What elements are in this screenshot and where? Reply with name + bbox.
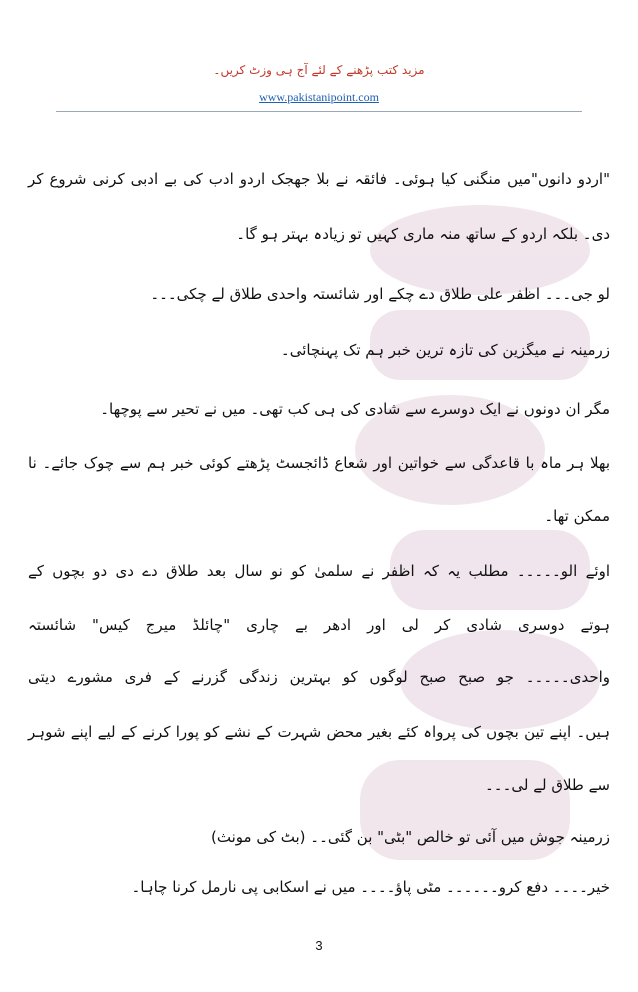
text-line-2: دی۔ بلکہ اردو کے ساتھ منہ ماری کہیں تو زیادہ بہتر ہو گا۔ — [236, 225, 610, 243]
header-promo-text: مزید کتب پڑھنے کے لئے آج ہی وزٹ کریں۔ — [213, 63, 425, 77]
site-url-text[interactable]: www.pakistanipoint.com — [259, 90, 379, 104]
text-line-5: مگر ان دونوں نے ایک دوسرے سے شادی کی ہی کب تھی۔ میں نے تحیر سے پوچھا۔ — [100, 400, 610, 418]
text-line-6: بھلا ہر ماہ با قاعدگی سے خواتین اور شعاع ڈائجسٹ پڑھتے کوئی خبر ہم سے چوک جائے۔ نا — [28, 454, 610, 472]
header-divider — [56, 111, 582, 112]
text-line-7: ممکن تھا۔ — [544, 507, 610, 525]
text-line-4: زرمینہ نے میگزین کی تازہ ترین خبر ہم تک پہنچائی۔ — [280, 341, 610, 359]
text-line-14: خیر۔۔۔۔ دفع کرو۔۔۔۔۔۔ مٹی پاؤ۔۔۔۔ میں نے اسکابی پی نارمل کرنا چاہا۔ — [131, 878, 610, 896]
text-line-1: "اردو دانوں"میں منگنی کیا ہوئی۔ فائقہ نے بلا جھجک اردو ادب کی بے ادبی کرنی شروع کر — [28, 170, 610, 188]
text-line-9: ہوتے دوسری شادی کر لی اور ادھر بے چاری "چائلڈ میرج کیس" شائستہ — [28, 616, 610, 634]
site-watermark — [330, 160, 630, 920]
text-line-8: اوئے الو۔۔۔۔۔ مطلب یہ کہ اظفر نے سلمیٰ کو نو سال بعد طلاق دے دی دو بچوں کے — [28, 562, 610, 580]
text-line-11: ہیں۔ اپنے تین بچوں کی پرواہ کئے بغیر محض شہرت کے نشے کو پورا کرنے کے لیے اپنے شوہر — [28, 723, 610, 741]
page-number: 3 — [315, 938, 323, 953]
site-url-link[interactable] — [0, 90, 638, 105]
text-line-3: لو جی۔۔۔ اظفر علی طلاق دے چکے اور شائستہ واحدی طلاق لے چکی۔۔۔ — [150, 285, 610, 303]
text-line-10: واحدی۔۔۔۔۔ جو صبح صبح لوگوں کو بہترین زندگی گزرنے کے فری مشورے دیتی — [28, 668, 610, 686]
text-line-12: سے طلاق لے لی۔۔۔ — [485, 776, 610, 794]
text-line-13: زرمینہ جوش میں آئی تو خالص "بٹی" بن گئی۔۔ (بٹ کی مونث) — [211, 828, 610, 846]
